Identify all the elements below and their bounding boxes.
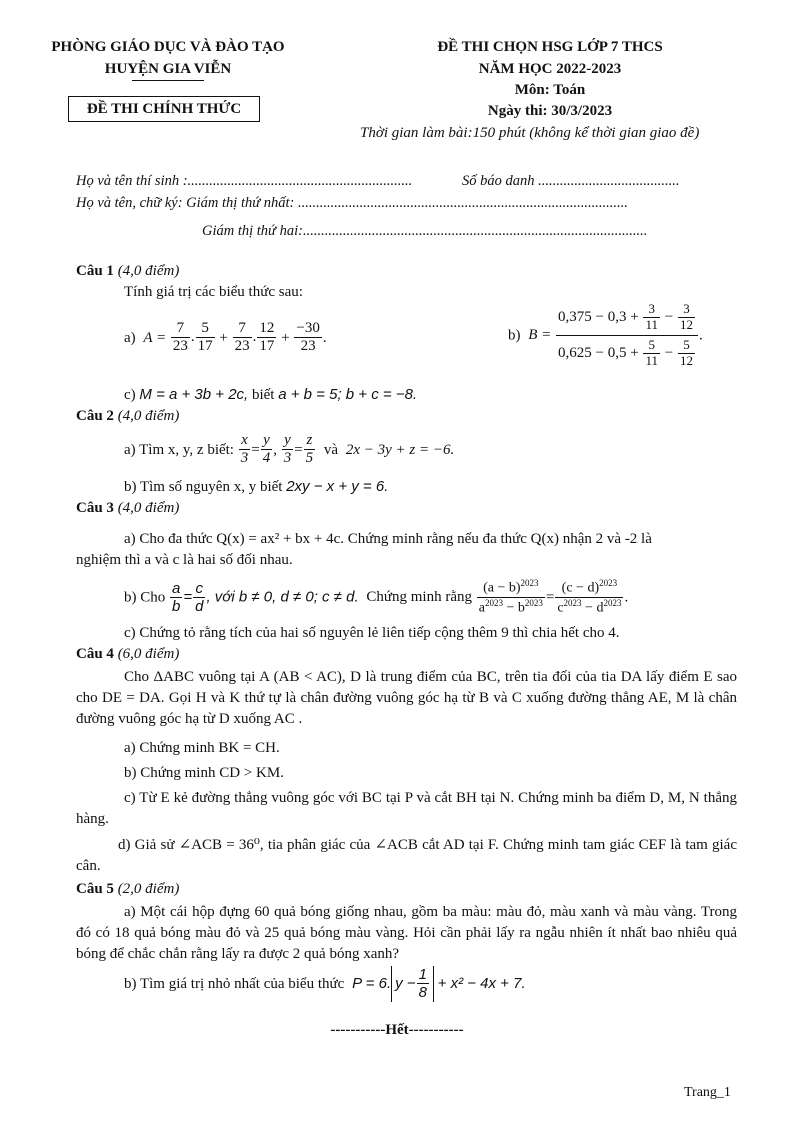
q3-a-line1: a) Cho đa thức Q(x) = ax² + bx + 4c. Chứng minh rằng nếu đa thức Q(x) nhận 2 và -2 là [124, 531, 652, 547]
end-marker: -----------Hết----------- [330, 1022, 464, 1038]
subject: Môn: Toán [514, 82, 586, 98]
proctor1-line: Họ và tên, chữ ký: Giám thị thứ nhất: ........................................................................................... [76, 195, 628, 211]
q4-c: c) Từ E kẻ đường thẳng vuông góc với BC tại P và cắt BH tại N. Chứng minh ba điểm D, M, N thẳng hàng. [76, 790, 737, 827]
q3-c: c) Chứng tỏ rằng tích của hai số nguyên lẻ liên tiếp cộng thêm 9 thì chia hết cho 4. [124, 625, 620, 641]
q1-intro: Tính giá trị các biểu thức sau: [124, 284, 303, 300]
candidate-name-line: Họ và tên thí sinh :.............................................................. [76, 173, 413, 189]
q5-heading: Câu 5 (2,0 điểm) [76, 881, 180, 897]
header-divider [132, 80, 204, 81]
exam-title: ĐỀ THI CHỌN HSG LỚP 7 THCS [437, 39, 663, 55]
q1-b-expression: b) B = 0,375 − 0,3 + $\frac{3}{11}$ − $\frac{3}{12}$ 0,625 − 0,5 + $\frac{5}{11}$ − $\frac{5}{12}$ . [508, 301, 703, 368]
page-number: Trang_1 [684, 1085, 731, 1100]
department-name: PHÒNG GIÁO DỤC VÀ ĐÀO TẠO [51, 39, 285, 55]
q1-heading: Câu 1 (4,0 điểm) [76, 263, 180, 279]
q3-heading: Câu 3 (4,0 điểm) [76, 500, 180, 516]
q3-a-line2: nghiệm thì a và c là hai số đối nhau. [76, 552, 293, 568]
q2-heading: Câu 2 (4,0 điểm) [76, 408, 180, 424]
q1-a-expression: a) A = $\frac{7}{23}$ . $\frac{5}{17}$ + $\frac{7}{23}$ . $\frac{12}{17}$ + $\frac{-30}{23}$ . [124, 320, 327, 355]
q1-c-expression: c) M = a + 3b + 2c, biết a + b = 5; b + c = −8. [124, 386, 418, 403]
exam-date: Ngày thi: 30/3/2023 [487, 103, 613, 119]
proctor2-line: Giám thị thứ hai:............................................................................................... [202, 223, 648, 239]
q4-b: b) Chứng minh CD > KM. [124, 765, 284, 781]
q3-b: b) Cho $\frac{a}{b}$ = $\frac{c}{d}$ , với b ≠ 0, d ≠ 0; c ≠ d. Chứng minh rằng $\frac{(a - b)^{2023}}{a^{2023} - b^{2023}}$ = $\frac{(c - d)^{2023}}{c^{2023} - d^{2023}}$ . [124, 578, 629, 616]
q4-a: a) Chứng minh BK = CH. [124, 740, 280, 756]
q5-a: a) Một cái hộp đựng 60 quả bóng giống nhau, gồm ba màu: màu đỏ, màu xanh và màu vàng. Trong đó có 18 quả bóng màu đỏ và 25 quả bóng màu vàng. Hỏi cần phải lấy ra ngẫu nhiên ít nhất bao nhiêu quả bóng để chắc chắn rằng lấy ra được 2 quả bóng xanh? [76, 904, 737, 962]
school-year: NĂM HỌC 2022-2023 [478, 61, 622, 77]
official-exam-box: ĐỀ THI CHÍNH THỨC [68, 96, 260, 122]
q4-heading: Câu 4 (6,0 điểm) [76, 646, 180, 662]
q4-d: d) Giả sử ∠ACB = 36⁰, tia phân giác của ∠ACB cắt AD tại F. Chứng minh tam giác CEF là tam giác cân. [76, 837, 737, 874]
q2-b: b) Tìm số nguyên x, y biết 2xy − x + y = 6. [124, 478, 389, 495]
candidate-number-line: Số báo danh ....................................... [462, 173, 680, 189]
q2-a: a) Tìm x, y, z biết: $\frac{x}{3}$ = $\frac{y}{4}$ , $\frac{y}{3}$ = $\frac{z}{5}$ và 2x − 3y + z = −6. [124, 432, 455, 467]
q5-b: b) Tìm giá trị nhỏ nhất của biểu thức P = 6. y − $\frac{1}{8}$ + x² − 4x + 7. [124, 966, 526, 1002]
exam-duration: Thời gian làm bài:150 phút (không kể thời gian giao đề) [360, 125, 700, 141]
district-name: HUYỆN GIA VIỄN [104, 61, 232, 77]
q4-intro: Cho ΔABC vuông tại A (AB < AC), D là trung điểm của BC, trên tia đối của tia DA lấy điểm E sao cho DE = DA. Gọi H và K thứ tự là chân đường vuông góc hạ từ B và C xuống đường thẳng AE, M là chân đường vuông góc hạ từ D xuống AC . [76, 669, 737, 727]
